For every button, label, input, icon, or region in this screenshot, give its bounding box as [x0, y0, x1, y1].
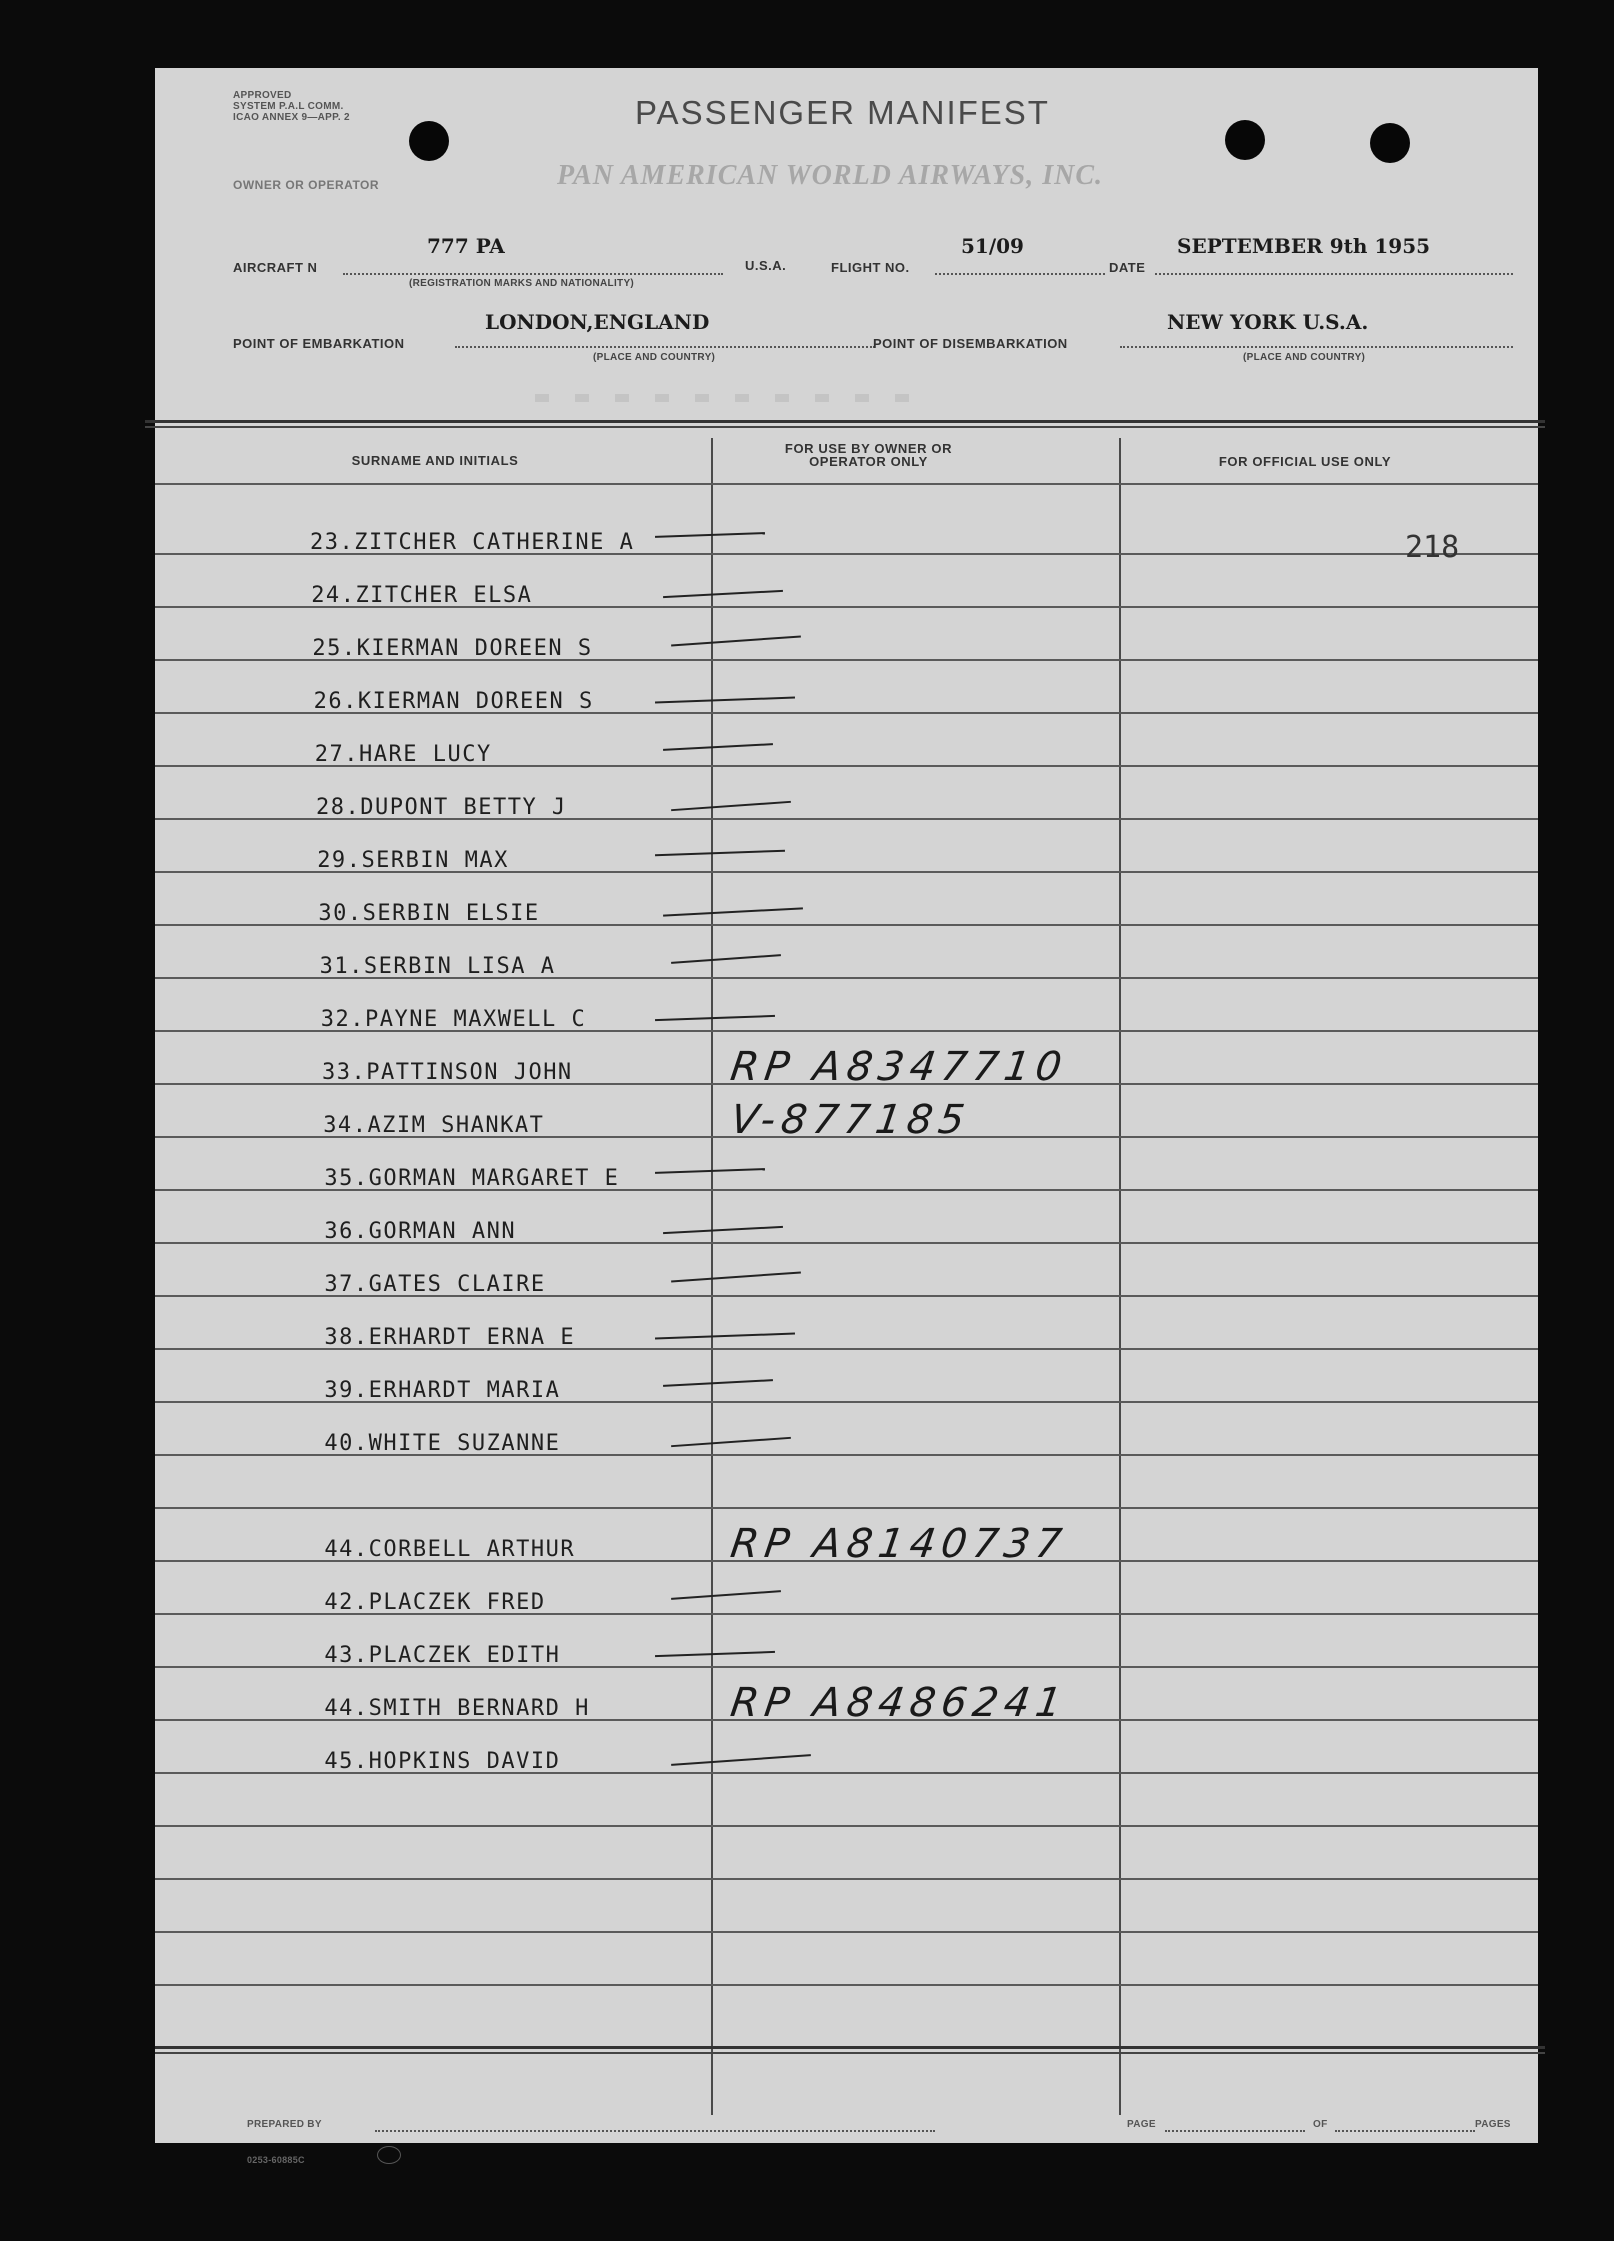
passenger-name: PATTINSON JOHN — [366, 1060, 573, 1085]
passenger-name: KIERMAN DOREEN S — [356, 636, 593, 661]
ditto-dash — [663, 907, 803, 916]
col-owner-header: FOR USE BY OWNER OR OPERATOR ONLY — [784, 441, 953, 469]
table-row — [155, 901, 1538, 941]
faint-smudge — [535, 394, 915, 402]
number-separator: . — [353, 1749, 369, 1774]
ditto-dash — [671, 635, 801, 646]
prepared-line — [375, 2130, 935, 2132]
number-separator: . — [346, 848, 362, 873]
of-label: OF — [1313, 2119, 1328, 2130]
passenger-entry — [324, 1272, 545, 1297]
table-row — [155, 848, 1538, 888]
number-separator: . — [353, 1537, 369, 1562]
passenger-number: 24 — [311, 583, 341, 608]
nationality-label: U.S.A. — [745, 258, 787, 273]
passenger-name: KIERMAN DOREEN S — [357, 689, 594, 714]
table-row — [155, 1431, 1538, 1471]
table-row — [155, 1166, 1538, 1206]
page-label: PAGE — [1127, 2119, 1156, 2130]
passenger-number: 44 — [324, 1696, 354, 1721]
passenger-number: 25 — [312, 636, 342, 661]
row-rule — [155, 1825, 1538, 1827]
ditto-dash — [655, 1168, 765, 1174]
passenger-number: 40 — [324, 1431, 354, 1456]
official-number: 218 — [1405, 530, 1460, 565]
ditto-dash — [671, 1437, 791, 1447]
ditto-dash — [655, 697, 795, 704]
passenger-name: ERHARDT MARIA — [368, 1378, 561, 1403]
passenger-entry — [324, 1219, 516, 1244]
passenger-name: SERBIN MAX — [361, 848, 509, 873]
passenger-name: SERBIN LISA A — [363, 954, 556, 979]
table-row — [155, 583, 1538, 623]
passenger-entry — [310, 530, 634, 555]
handwritten-note: RP A8486241 — [727, 1680, 1071, 1726]
table-row — [155, 1680, 1538, 1736]
prepared-label: PREPARED BY — [247, 2119, 322, 2130]
passenger-entry — [317, 848, 509, 873]
table-row — [155, 636, 1538, 676]
passenger-number: 37 — [324, 1272, 354, 1297]
passenger-name: HOPKINS DAVID — [368, 1749, 561, 1774]
passenger-name: CORBELL ARTHUR — [368, 1537, 576, 1562]
passenger-entry — [314, 689, 594, 714]
approval-note — [233, 90, 350, 123]
ditto-dash — [671, 1590, 781, 1600]
row-rule — [155, 483, 1538, 485]
passenger-entry — [321, 1007, 586, 1032]
passenger-number: 35 — [324, 1166, 354, 1191]
handwritten-note: RP A8140737 — [727, 1521, 1071, 1567]
number-separator: . — [353, 1219, 369, 1244]
passenger-number: 32 — [320, 1007, 351, 1032]
form-code: 0253-60885C — [247, 2155, 305, 2165]
table-row — [155, 1219, 1538, 1259]
number-separator: . — [353, 1272, 369, 1297]
date-label: DATE — [1109, 260, 1146, 275]
table-row — [155, 1484, 1538, 1524]
number-separator: . — [343, 689, 358, 714]
ditto-dash — [655, 1333, 795, 1340]
number-separator: . — [353, 1431, 369, 1456]
passenger-name: WHITE SUZANNE — [368, 1431, 561, 1456]
passenger-name: AZIM SHANKAT — [367, 1113, 545, 1138]
table-bottom-rule — [155, 2052, 1545, 2054]
passenger-entry — [318, 901, 539, 926]
manifest-sheet — [155, 68, 1538, 2165]
number-separator: . — [339, 530, 355, 555]
passenger-name: GORMAN MARGARET E — [368, 1166, 620, 1191]
disembarkation-sub: (PLACE AND COUNTRY) — [1243, 352, 1366, 363]
ditto-dash — [655, 1651, 775, 1657]
passenger-entry — [324, 1325, 575, 1350]
table-row — [155, 1044, 1538, 1100]
passenger-name: SERBIN ELSIE — [362, 901, 540, 926]
disembarkation-label: POINT OF DISEMBARKATION — [873, 336, 1068, 351]
passenger-number: 38 — [324, 1325, 354, 1350]
passenger-entry — [316, 795, 567, 820]
passenger-number: 31 — [319, 954, 350, 979]
table-row — [155, 742, 1538, 782]
passenger-entry — [324, 1378, 560, 1403]
row-rule — [155, 1984, 1538, 1986]
table-row — [155, 1378, 1538, 1418]
printer-seal — [377, 2146, 401, 2164]
embarkation-value: LONDON,ENGLAND — [485, 310, 710, 334]
number-separator: . — [344, 742, 360, 767]
passenger-entry — [320, 954, 556, 979]
date-value: SEPTEMBER 9th 1955 — [1177, 234, 1431, 258]
ditto-dash — [671, 954, 781, 964]
number-separator: . — [340, 583, 356, 608]
ditto-dash — [663, 590, 783, 598]
table-row — [155, 1521, 1538, 1577]
number-separator: . — [351, 1060, 367, 1085]
passenger-number: 28 — [316, 795, 346, 820]
ditto-dash — [663, 743, 773, 751]
page-line — [1165, 2130, 1305, 2132]
table-top-rule — [145, 420, 1545, 423]
aircraft-line — [343, 273, 723, 275]
table-top-rule — [145, 426, 1545, 428]
passenger-number: 45 — [324, 1749, 354, 1774]
approval-line: SYSTEM P.A.L COMM. — [233, 101, 344, 112]
passenger-entry — [324, 1749, 560, 1774]
passenger-entry — [322, 1060, 573, 1085]
number-separator: . — [347, 901, 363, 926]
number-separator: . — [350, 1007, 366, 1032]
passenger-entry — [312, 636, 592, 661]
passenger-number: 26 — [313, 689, 344, 714]
number-separator: . — [341, 636, 357, 661]
passenger-name: PLACZEK EDITH — [368, 1643, 561, 1668]
table-row — [155, 1007, 1538, 1047]
ditto-dash — [671, 1271, 801, 1282]
passenger-entry — [324, 1696, 589, 1721]
number-separator: . — [353, 1643, 369, 1668]
passenger-entry — [311, 583, 532, 608]
table-bottom-rule — [155, 2046, 1545, 2049]
aircraft-sub: (REGISTRATION MARKS AND NATIONALITY) — [409, 278, 635, 289]
passenger-number: 33 — [322, 1060, 352, 1085]
passenger-name: PLACZEK FRED — [368, 1590, 546, 1615]
passenger-name: HARE LUCY — [359, 742, 492, 767]
of-line — [1335, 2130, 1475, 2132]
passenger-number: 29 — [317, 848, 347, 873]
passenger-name: ZITCHER CATHERINE A — [354, 530, 635, 555]
table-row — [155, 1097, 1538, 1153]
passenger-number: 34 — [323, 1113, 353, 1138]
passenger-entry — [324, 1537, 575, 1562]
table-row — [155, 689, 1538, 729]
passenger-number: 27 — [314, 742, 345, 767]
table-row — [155, 954, 1538, 994]
table-row — [155, 1749, 1538, 1789]
table-row — [155, 1643, 1538, 1683]
passenger-entry — [324, 1431, 560, 1456]
punch-hole — [409, 121, 449, 161]
approval-line: APPROVED — [233, 90, 292, 101]
form-title: PASSENGER MANIFEST — [635, 94, 1050, 131]
passenger-entry — [323, 1113, 544, 1138]
row-rule — [155, 1931, 1538, 1933]
number-separator: . — [353, 1325, 369, 1350]
ditto-dash — [671, 1754, 811, 1766]
passenger-number: 36 — [324, 1219, 354, 1244]
passenger-number: 43 — [324, 1643, 354, 1668]
passenger-name: PAYNE MAXWELL C — [365, 1007, 587, 1032]
embarkation-label: POINT OF EMBARKATION — [233, 336, 405, 351]
passenger-number: 30 — [318, 901, 348, 926]
operator-name: PAN AMERICAN WORLD AIRWAYS, INC. — [557, 160, 1104, 191]
table-row — [155, 1272, 1538, 1312]
disembarkation-value: NEW YORK U.S.A. — [1167, 310, 1369, 334]
flight-line — [935, 273, 1105, 275]
date-line — [1155, 273, 1513, 275]
passenger-name: DUPONT BETTY J — [360, 795, 567, 820]
passenger-number: 23 — [310, 530, 340, 555]
number-separator: . — [353, 1378, 369, 1403]
passenger-number: 42 — [324, 1590, 354, 1615]
embarkation-sub: (PLACE AND COUNTRY) — [593, 352, 716, 363]
passenger-entry — [315, 742, 492, 767]
number-separator: . — [353, 1696, 369, 1721]
number-separator: . — [345, 795, 361, 820]
ditto-dash — [663, 1379, 773, 1387]
handwritten-note: RP A8347710 — [727, 1044, 1071, 1090]
flight-value: 51/09 — [961, 234, 1024, 258]
ditto-dash — [663, 1226, 783, 1234]
owner-label: OWNER OR OPERATOR — [233, 178, 380, 192]
passenger-number: 44 — [324, 1537, 354, 1562]
passenger-entry — [324, 1643, 560, 1668]
pages-label: PAGES — [1475, 2119, 1511, 2130]
aircraft-label: AIRCRAFT N — [233, 260, 318, 275]
passenger-number: 39 — [324, 1378, 354, 1403]
ditto-dash — [671, 801, 791, 811]
passenger-entry — [324, 1166, 619, 1191]
punch-hole — [1225, 120, 1265, 160]
passenger-entry — [324, 1590, 545, 1615]
table-row — [155, 1325, 1538, 1365]
col-official-header: FOR OFFICIAL USE ONLY — [1218, 454, 1392, 469]
table-row — [155, 795, 1538, 835]
ditto-dash — [655, 850, 785, 857]
handwritten-note: V-877185 — [727, 1097, 974, 1143]
passenger-name: SMITH BERNARD H — [368, 1696, 590, 1721]
number-separator: . — [352, 1113, 368, 1138]
ditto-dash — [655, 532, 765, 538]
number-separator: . — [349, 954, 364, 979]
passenger-name: GORMAN ANN — [368, 1219, 517, 1244]
ditto-dash — [655, 1015, 775, 1021]
col-surname-header: SURNAME AND INITIALS — [351, 453, 519, 468]
passenger-name: ERHARDT ERNA E — [368, 1325, 576, 1350]
table-row — [155, 1590, 1538, 1630]
passenger-name: GATES CLAIRE — [368, 1272, 546, 1297]
punch-hole — [1370, 123, 1410, 163]
passenger-name: ZITCHER ELSA — [355, 583, 533, 608]
flight-label: FLIGHT NO. — [831, 260, 910, 275]
approval-line: ICAO ANNEX 9—APP. 2 — [233, 112, 350, 123]
table-row — [155, 530, 1538, 570]
row-rule — [155, 1878, 1538, 1880]
number-separator: . — [353, 1166, 369, 1191]
aircraft-value: 777 PA — [427, 234, 505, 258]
embarkation-line — [455, 346, 875, 348]
disembarkation-line — [1120, 346, 1513, 348]
number-separator: . — [353, 1590, 369, 1615]
